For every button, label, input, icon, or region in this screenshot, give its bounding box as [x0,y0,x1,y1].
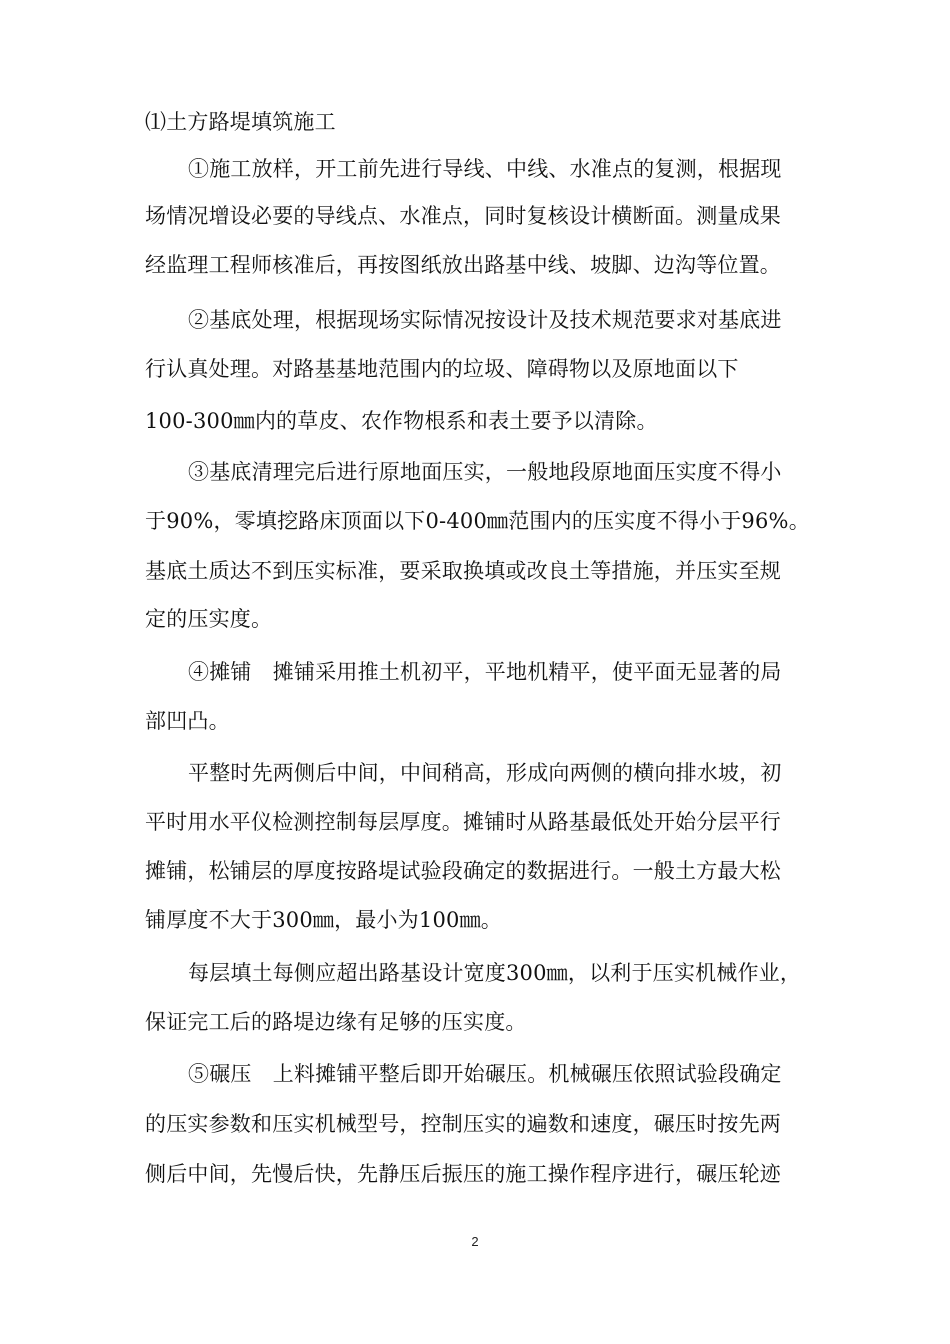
paragraph-line: ⑤碾压 上料摊铺平整后即开始碾压。机械碾压依照试验段确定 [188,1062,782,1086]
paragraph-line: 平整时先两侧后中间，中间稍高，形成向两侧的横向排水坡，初 [188,761,782,785]
paragraph-line: ①施工放样，开工前先进行导线、中线、水准点的复测，根据现 [188,157,782,181]
section-heading: ⑴土方路堤填筑施工 [145,110,336,134]
paragraph-line: 摊铺，松铺层的厚度按路堤试验段确定的数据进行。一般土方最大松 [145,859,781,883]
paragraph-line: 每层填土每侧应超出路基设计宽度300㎜，以利于压实机械作业， [188,961,802,985]
paragraph-line: 行认真处理。对路基基地范围内的垃圾、障碍物以及原地面以下 [145,357,739,381]
paragraph-line: 侧后中间，先慢后快，先静压后振压的施工操作程序进行，碾压轮迹 [145,1162,781,1186]
paragraph-line: 基底土质达不到压实标准，要采取换填或改良土等措施，并压实至规 [145,559,781,583]
paragraph-line: 平时用水平仪检测控制每层厚度。摊铺时从路基最低处开始分层平行 [145,810,781,834]
paragraph-line: 于90%，零填挖路床顶面以下0-400㎜范围内的压实度不得小于96%。 [145,509,810,533]
paragraph-line: 场情况增设必要的导线点、水准点，同时复核设计横断面。测量成果 [145,204,781,228]
paragraph-line: 定的压实度。 [145,607,273,631]
paragraph-line: ④摊铺 摊铺采用推土机初平，平地机精平，使平面无显著的局 [188,660,782,684]
paragraph-line: 经监理工程师核准后，再按图纸放出路基中线、坡脚、边沟等位置。 [145,253,781,277]
page-number: 2 [471,1234,479,1249]
paragraph-line: ②基底处理，根据现场实际情况按设计及技术规范要求对基底进 [188,308,782,332]
paragraph-line: 100-300㎜内的草皮、农作物根系和表土要予以清除。 [145,409,658,433]
paragraph-line: 部凹凸。 [145,709,230,733]
paragraph-line: 保证完工后的路堤边缘有足够的压实度。 [145,1010,527,1034]
paragraph-line: 铺厚度不大于300㎜，最小为100㎜。 [145,908,502,932]
paragraph-line: ③基底清理完后进行原地面压实，一般地段原地面压实度不得小 [188,460,782,484]
paragraph-line: 的压实参数和压实机械型号，控制压实的遍数和速度，碾压时按先两 [145,1112,781,1136]
